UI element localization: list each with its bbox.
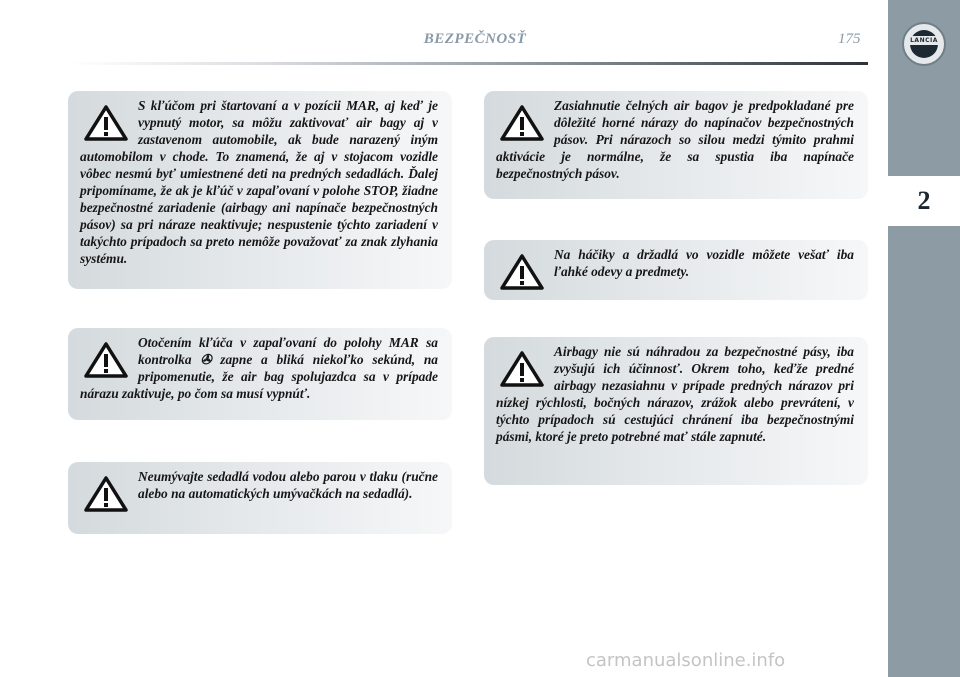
brand-label: LANCIA — [906, 36, 942, 45]
warning-box-airbag-lamp — [68, 328, 452, 420]
warning-box-key-mar — [68, 91, 452, 289]
warning-triangle-icon — [84, 342, 128, 378]
page-header-title: BEZPEČNOSŤ — [423, 31, 527, 47]
chapter-side-tab — [888, 0, 960, 677]
warning-box-seat-belts — [484, 337, 868, 485]
warning-triangle-icon — [500, 105, 544, 141]
page-number: 175 — [838, 31, 861, 47]
warning-triangle-icon — [84, 476, 128, 512]
chapter-number: 2 — [888, 176, 960, 226]
warning-box-seat-washing — [68, 462, 452, 534]
watermark-text: carmanualsonline.info — [586, 650, 786, 671]
warning-text: Na háčiky a držadlá vo vozidle môžete vešať iba ľahké odevy a predmety. — [554, 247, 854, 279]
warning-text: Zasiahnutie čelných air bagov je predpokladané pre dôležité horné nárazy do napínačov bezpečnostných pásov. Pri nárazoch so silou medzi týmito prahmi aktivácie je normálne, že sa spustia iba napínače bezpečnostných pásov. — [496, 98, 854, 181]
warning-triangle-icon — [84, 105, 128, 141]
warning-text: S kľúčom pri štartovaní a v pozícii MAR, aj keď je vypnutý motor, sa môžu zaktivovať air bagy aj v zastavenom automobile, ak bude narazený iným automobilom v chode. To znamená, že aj v stojacom vozidle vôbec nesmú byť umiestnené deti na predných sedadlách. Ďalej pripomíname, že ak je kľúč v zapaľovaní v polohe STOP, žiadne bezpečnostné zariadenie (airbagy ani napínače bezpečnostných pásov) sa pri náraze neaktivuje; nespustenie týchto zariadení v takýchto prípadoch sa preto nemôže považovať za znak zlyhania systému. — [80, 98, 438, 266]
warning-text: Neumývajte sedadlá vodou alebo parou v tlaku (ručne alebo na automatických umývačkách na sedadlá). — [138, 469, 438, 501]
warning-box-hooks — [484, 240, 868, 300]
lancia-logo-icon — [902, 22, 946, 66]
warning-text: Otočením kľúča v zapaľovaní do polohy MAR sa kontrolka ✇ zapne a bliká niekoľko sekúnd, na pripomenutie, že air bag spolujazdca sa v prípade nárazu zaktivuje, po čom sa musí vypnúť. — [80, 335, 438, 401]
header-rule — [68, 62, 868, 65]
warning-triangle-icon — [500, 351, 544, 387]
warning-box-frontal-airbags — [484, 91, 868, 199]
warning-triangle-icon — [500, 254, 544, 290]
warning-text: Airbagy nie sú náhradou za bezpečnostné pásy, iba zvyšujú ich účinnosť. Okrem toho, keďže predné airbagy nezasiahnu v prípade predných nárazov pri nízkej rýchlosti, bočných nárazov, zrážok alebo prevrátení, v týchto prípadoch sú cestujúci chránení iba bezpečnostnými pásmi, ktoré je preto potrebné mať stále zapnuté. — [496, 344, 854, 444]
